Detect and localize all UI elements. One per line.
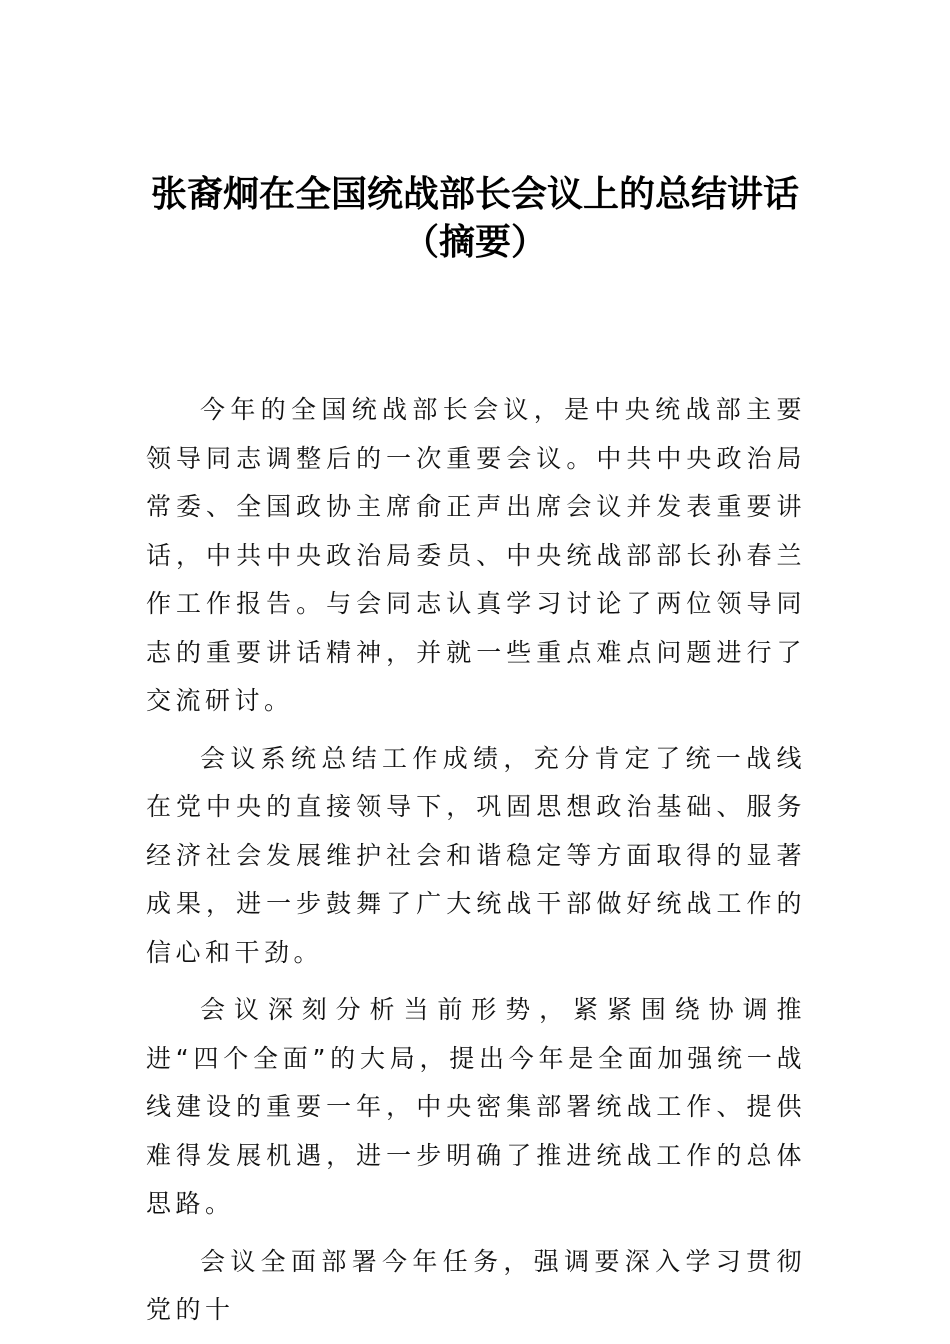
paragraph-2: 会议系统总结工作成绩，充分肯定了统一战线在党中央的直接领导下，巩固思想政治基础、服务经济社会发展维护社会和谐稳定等方面取得的显著成果，进一步鼓舞了广大统战干部做好统战工作的信心和干劲。 [146,743,806,967]
document-title: 张裔炯在全国统战部长会议上的总结讲话 [150,173,799,215]
document-body [146,386,806,1344]
paragraph-1: 今年的全国统战部长会议，是中央统战部主要领导同志调整后的一次重要会议。中共中央政治局常委、全国政协主席俞正声出席会议并发表重要讲话，中共中央政治局委员、中央统战部部长孙春兰作工作报告。与会同志认真学习讨论了两位领导同志的重要讲话精神，并就一些重点难点问题进行了交流研讨。 [146,395,806,715]
document-subtitle: （摘要） [402,221,547,263]
paragraph-4: 会议全面部署今年任务，强调要深入学习贯彻党的十 [146,1246,806,1324]
paragraph-3: 会议深刻分析当前形势，紧紧围绕协调推进“四个全面”的大局，提出今年是全面加强统一战线建设的重要一年，中央密集部署统战工作、提供难得发展机遇，进一步明确了推进统战工作的总体思路。 [146,995,806,1218]
